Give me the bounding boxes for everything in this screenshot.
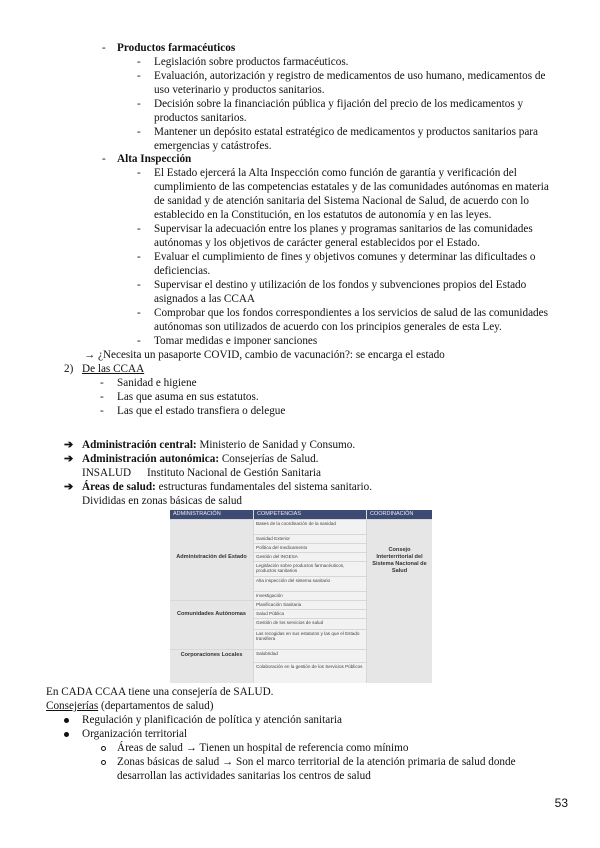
section-title-ccaa: De las CCAA xyxy=(82,363,145,375)
list-item-cont: de sanidad y de atención sanitaria del Sistema Nacional de Salud, de acuerdo con lo xyxy=(154,195,529,207)
row-label-local: Corporaciones Locales xyxy=(180,652,243,658)
list-item: El Estado ejercerá la Alta Inspección como función de garantía y verificación del xyxy=(154,167,517,179)
list-item-cont: autónomas son utilizados de acuerdo con los principios generales de esta Ley. xyxy=(154,321,502,333)
table-cell: Investigación xyxy=(254,592,366,600)
list-dash: - xyxy=(137,70,141,82)
list-dash: - xyxy=(100,377,104,389)
table-cell: Alta inspección del sistema sanitario xyxy=(254,577,366,591)
list-dash: - xyxy=(137,251,141,263)
list-item: Evaluar el cumplimiento de fines y objetivos comunes y determinar las dificultades o xyxy=(154,251,536,263)
admin-autonomica-text: Consejerías de Salud. xyxy=(219,453,319,465)
table-cell: Salubridad xyxy=(254,650,366,662)
table-cell: Legislación sobre productos farmacéuticos, productos sanitarios xyxy=(254,562,366,576)
admin-autonomica xyxy=(82,453,318,467)
list-item-cont: cumplimiento de las competencias estatales y de las comunidades autónomas en materia xyxy=(154,181,549,193)
table-cell: Política del medicamento xyxy=(254,544,366,552)
list-item-cont: autónomas y los objetivos de carácter general establecidos por el Estado. xyxy=(154,237,480,249)
table-cell: Gestión de los servicios de salud xyxy=(254,619,366,629)
table-header: COMPETENCIAS xyxy=(254,510,366,519)
table-cell: Gestión del INGESA xyxy=(254,553,366,561)
list-dash: - xyxy=(137,167,141,179)
page-number: 53 xyxy=(554,796,568,810)
list-item: Comprobar que los fondos correspondientes a los servicios de salud de las comunidades xyxy=(154,307,548,319)
list-dash: - xyxy=(137,126,141,138)
list-item: Las que el estado transfiera o delegue xyxy=(117,405,286,417)
list-item: Legislación sobre productos farmacéuticos. xyxy=(154,56,349,68)
section-title-farmaceuticos: Productos farmacéuticos xyxy=(117,42,236,54)
areas-label: Áreas de salud: xyxy=(82,481,156,493)
list-item: Regulación y planificación de política y atención sanitaria xyxy=(82,714,343,726)
consejeria-line xyxy=(46,700,213,714)
table-header: ADMINISTRACIÓN xyxy=(170,510,253,519)
list-item: Sanidad e higiene xyxy=(117,377,197,389)
list-dash: - xyxy=(137,307,141,319)
circle-bullet-icon xyxy=(101,746,106,751)
table-cell xyxy=(367,520,432,683)
admin-central xyxy=(82,439,355,453)
competencias-table xyxy=(170,510,432,683)
list-dash: - xyxy=(102,153,106,165)
list-dash: - xyxy=(102,42,106,54)
table-cell: Sanidad Exterior xyxy=(254,535,366,543)
table-cell: Salud Pública xyxy=(254,610,366,618)
zonas-basicas: Divididas en zonas básicas de salud xyxy=(82,495,243,507)
coordinacion-text: Consejo Interterritorial del Sistema Nacional de Salud xyxy=(372,547,427,574)
list-item: Zonas básicas de salud → Son el marco territorial de la atención primaria de salud donde xyxy=(117,756,516,768)
table-header: COORDINACIÓN xyxy=(367,510,432,519)
table-cell xyxy=(170,601,253,649)
table-cell: Las recogidas en sus estatutos y las que el Estado transfiera xyxy=(254,630,366,649)
admin-central-text: Ministerio de Sanidad y Consumo. xyxy=(196,439,356,451)
bullet-icon xyxy=(64,718,69,723)
list-item: Áreas de salud → Tienen un hospital de referencia como mínimo xyxy=(117,742,409,754)
table-cell: Bases de la coordinación de la sanidad xyxy=(254,520,366,534)
list-item: Supervisar el destino y utilización de los fondos y subvenciones propios del Estado xyxy=(154,279,527,291)
arrow-icon: ➔ xyxy=(64,453,74,465)
list-dash: - xyxy=(137,335,141,347)
list-dash: - xyxy=(100,405,104,417)
list-item-cont: emergencias y catástrofes. xyxy=(154,140,272,152)
list-item: Decisión sobre la financiación pública y fijación del precio de los medicamentos y xyxy=(154,98,524,110)
insalud-desc: Instituto Nacional de Gestión Sanitaria xyxy=(147,467,321,479)
row-label-estado: Administración del Estado xyxy=(176,554,247,560)
list-item-cont: productos sanitarios. xyxy=(154,112,247,124)
list-item: Supervisar la adecuación entre los planes y programas sanitarios de las comunidades xyxy=(154,223,533,235)
list-dash: - xyxy=(137,279,141,291)
consejerias-rest: (departamentos de salud) xyxy=(98,700,214,712)
bullet-icon xyxy=(64,732,69,737)
list-item: Evaluación, autorización y registro de medicamentos de uso humano, medicamentos de xyxy=(154,70,546,82)
table-cell: Planificación Sanitaria xyxy=(254,601,366,609)
arrow-icon: ➔ xyxy=(64,439,74,451)
list-item-cont: desarrollan las actividades sanitarias los centros de salud xyxy=(117,770,371,782)
list-item: Tomar medidas e imponer sanciones xyxy=(154,335,318,347)
list-dash: - xyxy=(100,391,104,403)
list-item-cont: uso veterinario y productos sanitarios. xyxy=(154,84,325,96)
list-item: Mantener un depósito estatal estratégico de medicamentos y productos sanitarios para xyxy=(154,126,538,138)
circle-bullet-icon xyxy=(101,760,106,765)
list-item-cont: deficiencias. xyxy=(154,265,211,277)
row-label-ccaa: Comunidades Autónomas xyxy=(176,611,247,617)
consejerias-underlined: Consejerías xyxy=(46,700,99,712)
admin-autonomica-label: Administración autonómica: xyxy=(82,453,220,465)
table-cell: Colaboración en la gestión de los Servicios Públicos xyxy=(254,663,366,683)
list-dash: - xyxy=(137,98,141,110)
list-dash: - xyxy=(137,56,141,68)
list-item-cont: asignados a las CCAA xyxy=(154,293,255,305)
section-number: 2) xyxy=(64,363,74,375)
admin-central-label: Administración central: xyxy=(82,439,197,451)
list-item-cont: establecido en la Constitución, en los estatutos de autonomía y en las leyes. xyxy=(154,209,492,221)
arrow-icon: ➔ xyxy=(64,481,74,493)
list-item: Organización territorial xyxy=(82,728,188,740)
consejeria-intro: En CADA CCAA tiene una consejería de SALUD. xyxy=(46,686,274,698)
list-item: Las que asuma en sus estatutos. xyxy=(117,391,259,403)
list-dash: - xyxy=(137,223,141,235)
covid-note: → ¿Necesita un pasaporte COVID, cambio de vacunación?: se encarga el estado xyxy=(84,349,445,361)
section-title-alta-inspeccion: Alta Inspección xyxy=(117,153,192,165)
areas-text: estructuras fundamentales del sistema sanitario. xyxy=(155,481,372,493)
insalud: INSALUD xyxy=(82,467,132,479)
areas-salud xyxy=(82,481,372,495)
